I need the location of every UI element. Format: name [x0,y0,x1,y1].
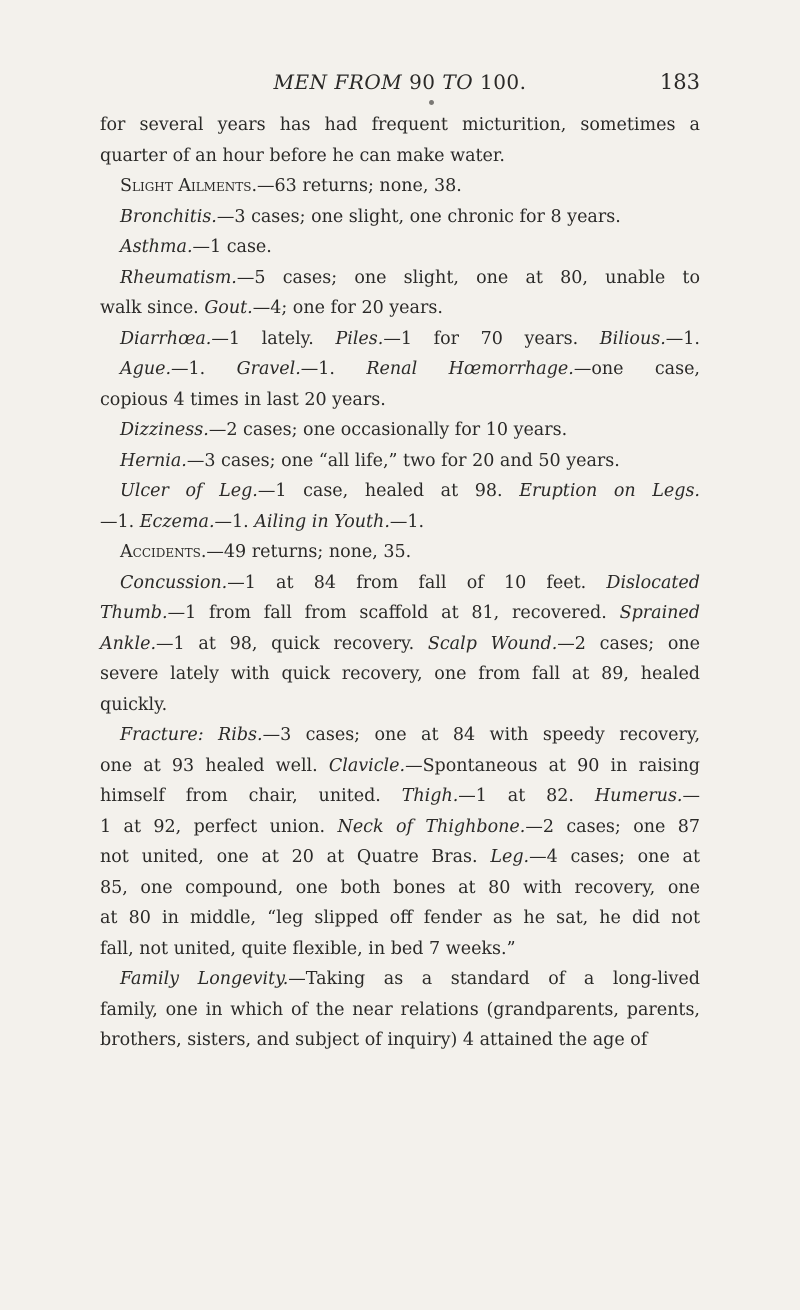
text-run: —Taking as a standard of a long-lived [288,969,700,989]
text-run: —1 lately. [211,328,336,349]
text-run: — [682,786,700,806]
text-run: —1. [100,511,140,532]
text-line [100,537,700,568]
italic-heading: Eczema. [139,511,215,532]
text-line [100,629,700,660]
running-title-number: 90 [409,70,436,94]
text-line [100,354,700,385]
text-run: —1 case. [192,237,272,257]
text-run: —1 for 70 years. [383,328,600,349]
running-title [100,70,700,94]
text-line [100,202,700,233]
text-run: fall, not united, quite flexible, in bed 7 weeks.” [100,938,516,959]
text-run: —1 from fall from scaffold at 81, recovered. [167,603,620,623]
italic-heading: Family Longevity. [120,969,289,989]
italic-heading: Ague. [120,359,172,379]
section-heading: Accidents [120,542,201,562]
text-line [100,1025,700,1056]
text-run: —1. [171,359,237,379]
text-run: —2 cases; one occasionally for 10 years. [208,420,568,440]
italic-heading: Dizziness. [120,420,209,440]
text-line [100,476,700,507]
text-run: at 80 in middle, “leg slipped off fender as he sat, he did not [100,908,700,928]
text-line [100,446,700,477]
text-line [100,903,700,934]
text-run: —1 at 98, quick recovery. [156,633,428,654]
running-title-part: MEN FROM [273,70,410,94]
italic-heading: Leg. [490,847,530,867]
italic-heading: Concussion. [120,572,228,593]
text-line [100,934,700,965]
text-run: quarter of an hour before he can make water. [100,145,505,166]
text-line [100,751,700,782]
italic-heading: Bronchitis. [120,206,217,227]
text-line [100,873,700,904]
text-run: brothers, sisters, and subject of inquiry) 4 attained the age of [100,1030,648,1050]
text-run: —3 cases; one at 84 with speedy recovery, [262,725,701,745]
italic-heading: Ankle. [100,633,157,654]
text-line [100,598,700,629]
text-run: himself from chair, united. [100,786,402,806]
text-line [100,964,700,995]
text-run: —2 cases; one [557,633,701,654]
text-line [100,507,700,538]
text-run: —3 cases; one slight, one chronic for 8 years. [216,206,621,227]
text-line [100,110,700,141]
text-run: not united, one at 20 at Quatre Bras. [100,847,491,867]
text-line [100,690,700,721]
text-run: —1 at 84 from fall of 10 feet. [227,572,607,593]
italic-heading: Asthma. [120,237,193,257]
text-run: —Spontaneous at 90 in raising [405,755,700,776]
text-run: —5 cases; one slight, one at 80, unable to [236,267,700,288]
text-line [100,781,700,812]
italic-heading: Rheumatism. [120,267,237,288]
italic-heading: Gravel. [236,359,301,379]
text-line [100,568,700,599]
text-line [100,720,700,751]
printer-dot-mark [429,100,434,105]
italic-heading: Thumb. [100,603,168,623]
italic-heading: Dislocated [606,572,700,593]
running-title-number: 100. [479,70,527,94]
running-title-part: TO [435,70,480,94]
italic-heading: Ailing in Youth. [254,511,390,532]
text-line [100,324,700,355]
text-run: —one case, [573,359,700,379]
text-run: one at 93 healed well. [100,755,329,776]
page-number: 183 [659,70,700,94]
text-run: copious 4 times in last 20 years. [100,389,386,410]
text-line [100,842,700,873]
italic-heading: Ulcer of Leg. [120,481,258,501]
text-run: severe lately with quick recovery, one from fall at 89, healed [100,664,700,684]
text-run: 85, one compound, one both bones at 80 with recovery, one [100,877,700,898]
text-run: —1. [214,511,255,532]
section-heading: Slight Ailments [120,176,252,196]
body-text [100,110,700,1056]
italic-heading: Gout. [204,298,253,318]
text-run: —1 case, healed at 98. [257,481,520,501]
italic-heading: Humerus. [594,786,683,806]
italic-heading: Fracture: Ribs. [120,725,263,745]
italic-heading: Bilious. [599,328,666,349]
text-run: —2 cases; one 87 [525,816,701,837]
text-line [100,659,700,690]
italic-heading: Renal Hœmorrhage. [366,359,574,379]
italic-heading: Diarrhœa. [120,328,212,349]
text-run: —4; one for 20 years. [252,298,443,318]
text-line [100,263,700,294]
text-line [100,141,700,172]
text-run: family, one in which of the near relations (grandparents, parents, [100,999,700,1020]
text-line [100,812,700,843]
italic-heading: Piles. [335,328,384,349]
italic-heading: Clavicle. [328,755,406,776]
text-line [100,232,700,263]
italic-heading: Eruption on Legs. [519,481,700,501]
italic-heading: Sprained [619,603,700,623]
text-run: —1. [665,328,700,349]
text-run: walk since. [100,298,205,318]
text-line [100,415,700,446]
text-line [100,385,700,416]
text-run: —1. [389,511,425,532]
text-run: 1 at 92, perfect union. [100,816,338,837]
italic-heading: Hernia. [120,450,187,471]
italic-heading: Scalp Wound. [427,633,558,654]
text-run: for several years has had frequent micturition, sometimes a [100,115,700,135]
text-run: .—63 returns; none, 38. [251,176,462,196]
text-line [100,293,700,324]
italic-heading: Neck of Thighbone. [337,816,526,837]
text-line [100,995,700,1026]
page-header [100,70,700,100]
text-run: .—49 returns; none, 35. [200,542,412,562]
text-run: —1 at 82. [458,786,595,806]
text-line [100,171,700,202]
text-run: quickly. [100,694,168,715]
text-run: —4 cases; one at [529,847,700,867]
text-run: —1. [300,359,367,379]
text-run: —3 cases; one “all life,” two for 20 and 50 years. [186,450,620,471]
italic-heading: Thigh. [401,786,459,806]
